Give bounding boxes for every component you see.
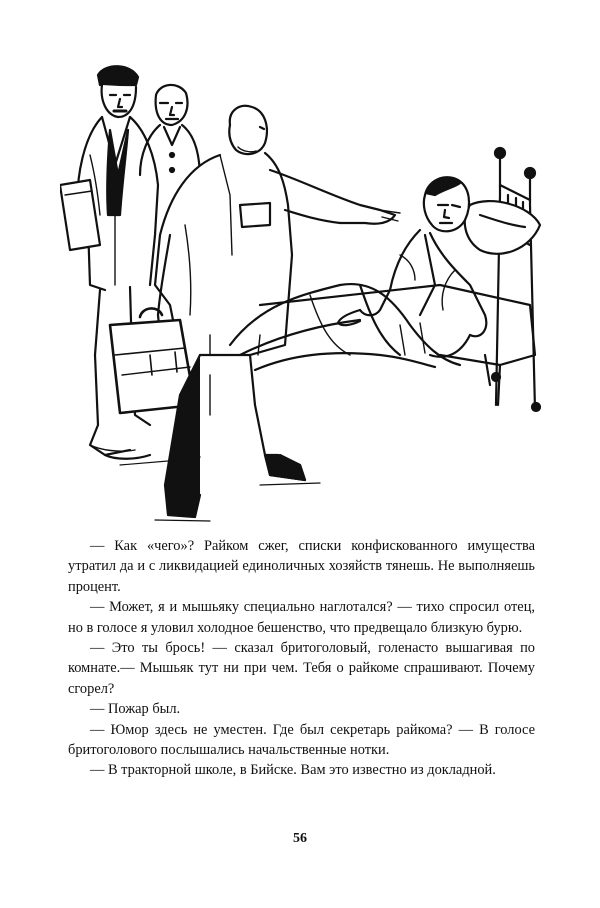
page-number: 56 xyxy=(293,831,307,846)
paragraph: — В тракторной школе, в Бийске. Вам это известно из докладной. xyxy=(90,762,496,779)
text-block xyxy=(68,536,535,781)
paragraph: — Юмор здесь не уместен. Где был секретарь райкома? — В голосе бритоголового послышались начальственные нотки. xyxy=(68,721,535,759)
paragraph: — Пожар был. xyxy=(90,701,181,718)
man-middle xyxy=(140,85,200,180)
paragraph: — Как «чего»? Райком сжег, списки конфискованного имущества утратил да и с ликвидацией единоличных хозяйств тянешь. Не выполняешь процент. xyxy=(68,538,535,595)
paragraph: — Может, я и мышьяку специально наглотался? — тихо спросил отец, но в голосе я уловил холодное бешенство, что предвещало близкую бурю. xyxy=(68,599,535,636)
bed xyxy=(230,148,540,411)
paragraph: — Это ты брось! — сказал бритоголовый, голенасто вышагивая по комнате.— Мышьяк тут ни при чем. Тебя о райкоме спрашивают. Почему сгорел? xyxy=(68,640,535,697)
illustration xyxy=(60,55,550,525)
